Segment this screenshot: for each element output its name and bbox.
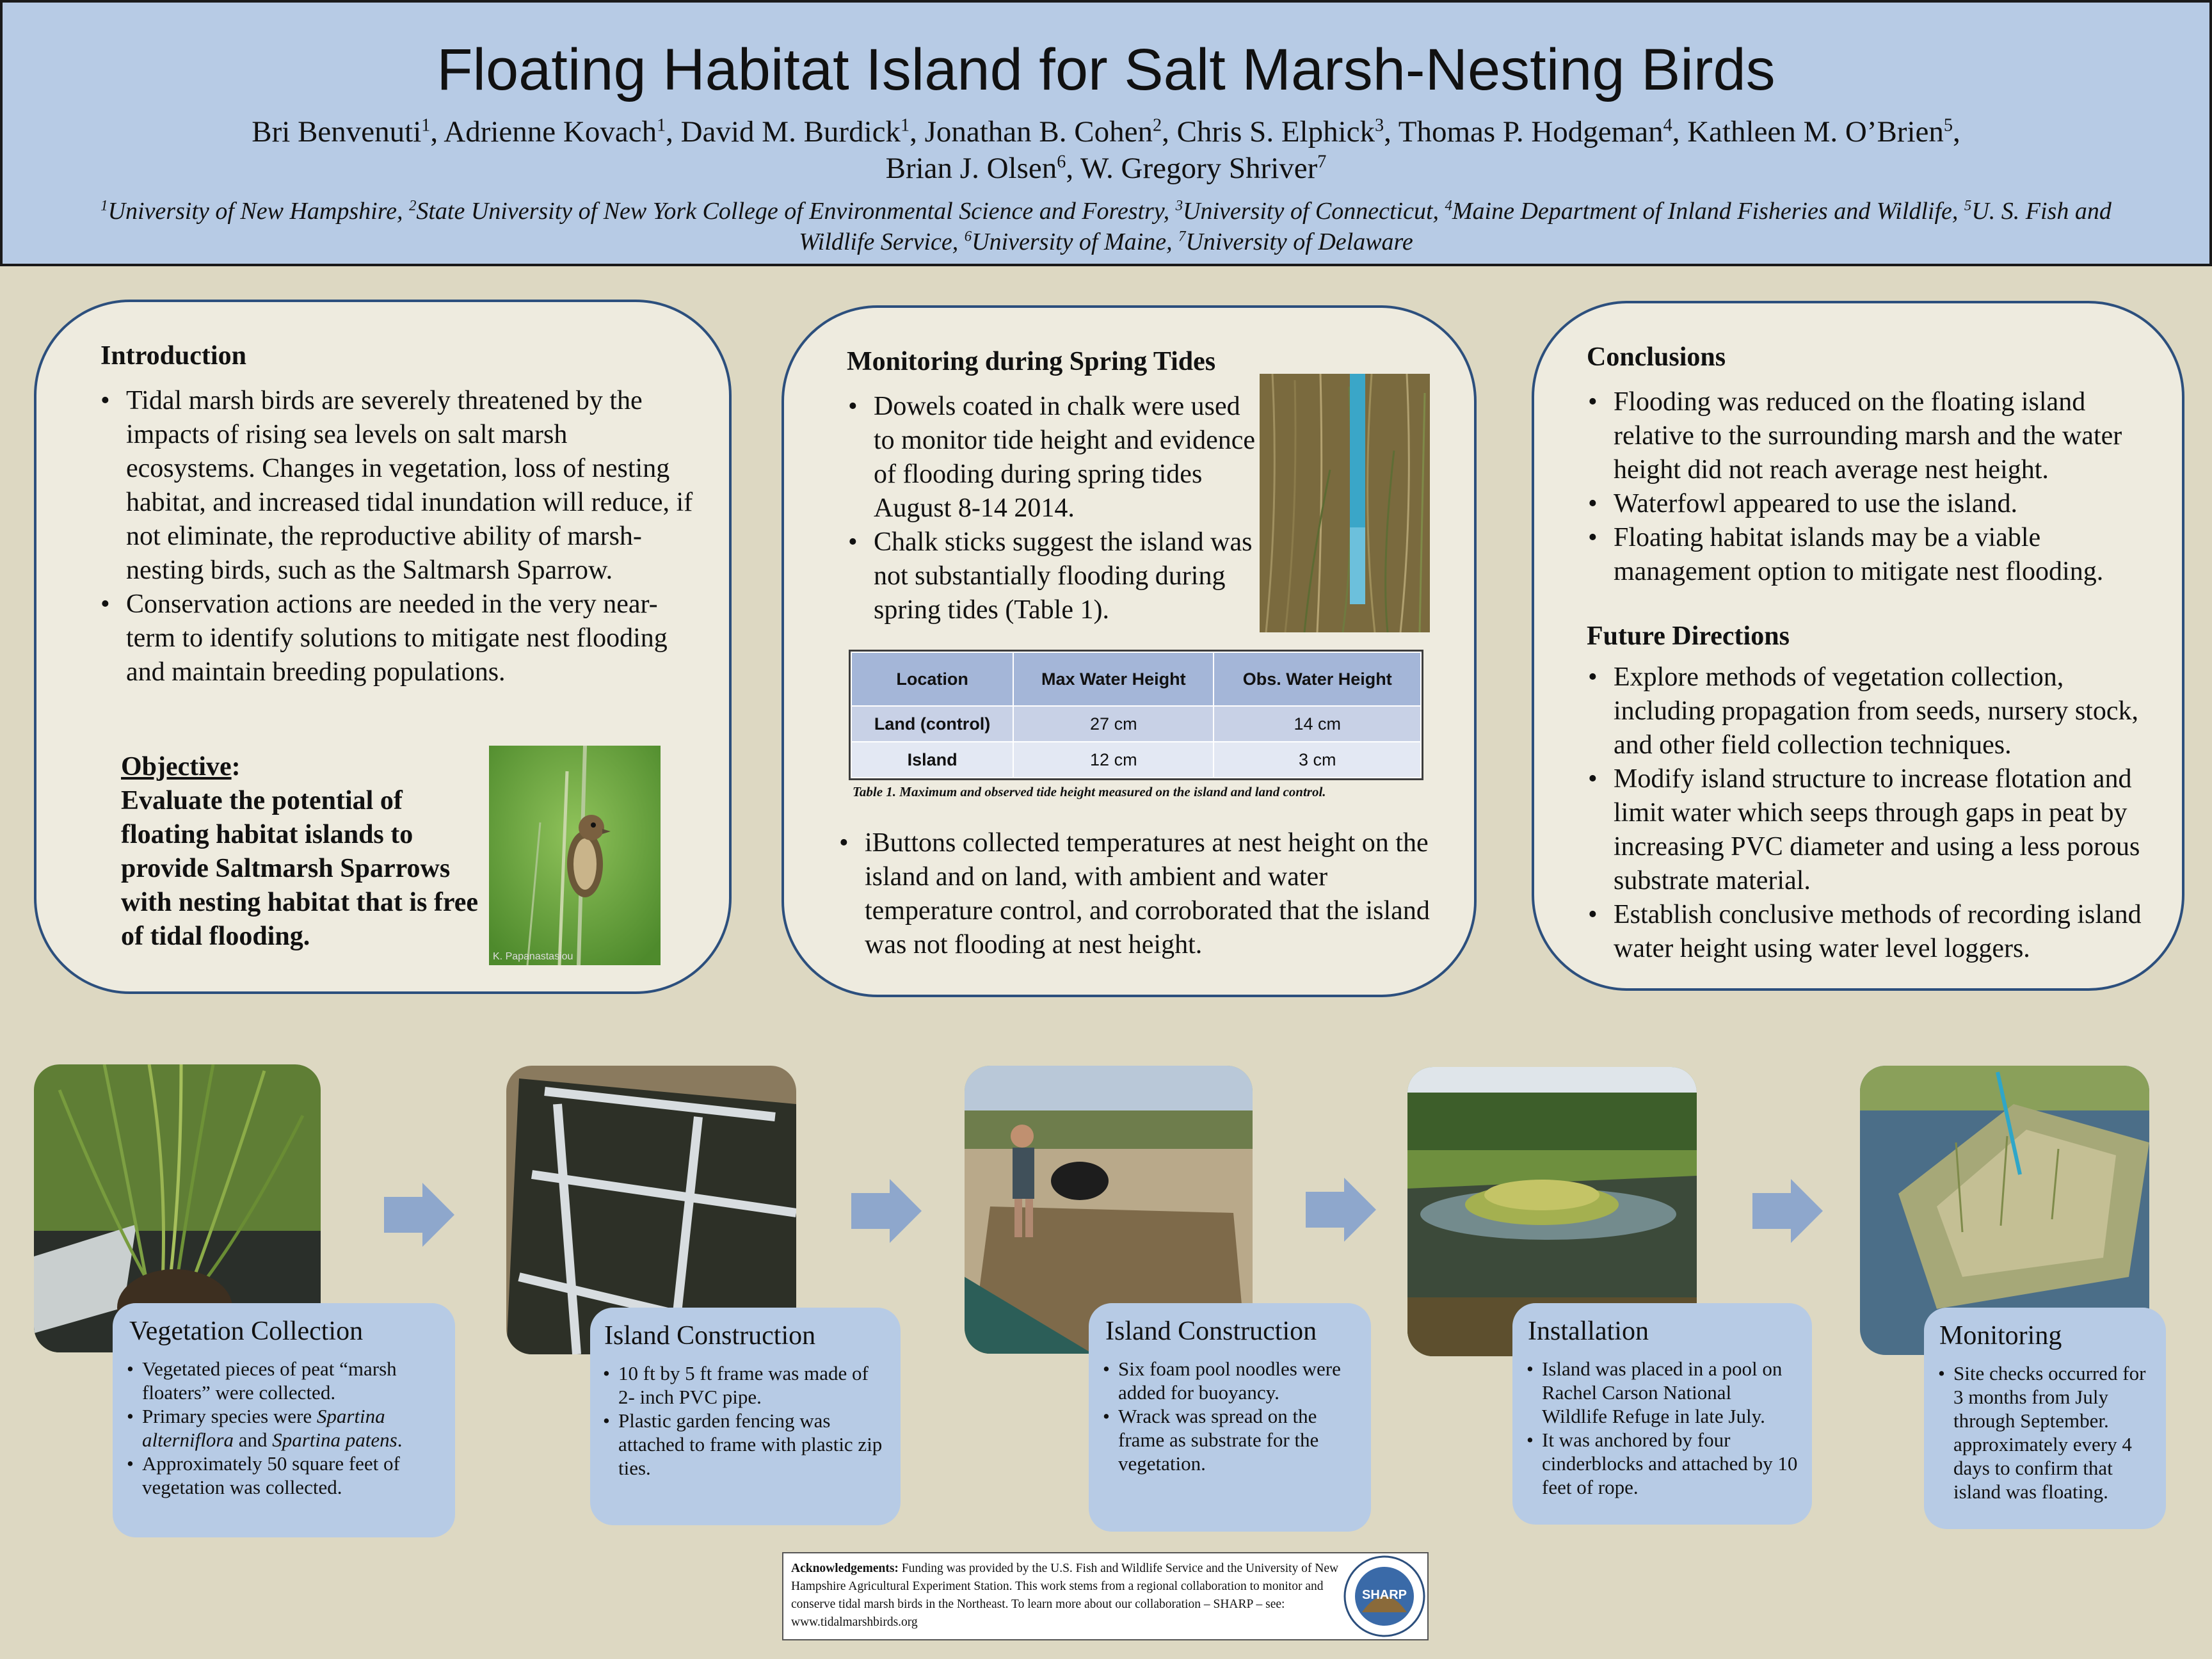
step-installation [1512, 1303, 1812, 1525]
objective-label: Objective [121, 752, 232, 781]
affiliation-number: 4 [1445, 197, 1452, 214]
author-separator: , [666, 115, 681, 148]
author-affiliation-number: 5 [1943, 115, 1953, 136]
step-title: Island Construction [1105, 1317, 1317, 1346]
bullet-item: • Explore methods of vegetation collection, including propagation from seeds, nursery stock, and other field collection techniques. [1585, 661, 2161, 762]
bullet-item: • Approximately 50 square feet of vegetation was collected. [127, 1452, 440, 1499]
sparrow-photo [489, 746, 661, 965]
acknowledgements-label: Acknowledgements: [791, 1562, 899, 1575]
author-separator: , [1672, 115, 1688, 148]
table-caption: Table 1. Maximum and observed tide height measured on the island and land control. [853, 784, 1326, 799]
author-affiliation-number: 1 [421, 115, 431, 136]
acknowledgements-text [791, 1560, 1340, 1631]
bullet-item: • Island was placed in a pool on Rachel Carson National Wildlife Refuge in late July. [1527, 1357, 1798, 1428]
affiliations-line-2 [3, 227, 2209, 257]
table-header-cell: Max Water Height [1013, 652, 1214, 706]
bullet-item: • Conservation actions are needed in the very near-term to identify solutions to mitigate nest flooding and maintain breeding populations. [98, 588, 700, 689]
authors-line-1 [3, 114, 2209, 150]
author-name: Chris S. Elphick [1176, 115, 1375, 148]
bullet-item: • Vegetated pieces of peat “marsh floaters” were collected. [127, 1357, 440, 1404]
table-header-cell: Obs. Water Height [1214, 652, 1421, 706]
process-arrow-1 [384, 1183, 454, 1247]
monitoring-bullets [846, 390, 1255, 627]
objective-text: Evaluate the potential of floating habitat islands to provide Saltmarsh Sparrows with nesting habitat that is free of tidal flooding. [121, 786, 479, 951]
affiliation-number: 5 [1964, 197, 1972, 214]
poster-title: Floating Habitat Island for Salt Marsh-Nesting Birds [437, 37, 1775, 102]
author-name: Kathleen M. O’Brien [1687, 115, 1944, 148]
affiliation-name: Wildlife Service, [799, 228, 965, 255]
process-arrow-3 [1306, 1178, 1376, 1242]
author-affiliation-number: 1 [901, 115, 910, 136]
author-name: Jonathan B. Cohen [924, 115, 1153, 148]
step-title: Vegetation Collection [129, 1317, 364, 1346]
author-affiliation-number: 4 [1663, 115, 1672, 136]
sharp-logo-text: SHARP [1361, 1588, 1407, 1602]
authors-line-2 [3, 150, 2209, 187]
author-name: Adrienne Kovach [444, 115, 657, 148]
affiliation-name: Maine Department of Inland Fisheries and Wildlife, [1452, 198, 1964, 225]
bullet-item: • Six foam pool noodles were added for buoyancy. [1103, 1357, 1359, 1404]
bullet-item: • Tidal marsh birds are severely threatened by the impacts of rising sea levels on salt marsh ecosystems. Changes in vegetation, loss of nesting habitat, and increased tidal inundation will reduce, if not eliminate, the reproductive ability of marsh-nesting birds, such as the Saltmarsh Sparrow. [98, 384, 700, 588]
table-row [851, 706, 1421, 742]
author-affiliation-number: 1 [657, 115, 666, 136]
introduction-panel [34, 300, 732, 994]
author-name: Bri Benvenuti [252, 115, 422, 148]
table-row [851, 742, 1421, 778]
step-bullets [1527, 1357, 1798, 1499]
bullet-item: • Site checks occurred for 3 months from July through September. approximately every 4 days to confirm that island was floating. [1938, 1361, 2156, 1503]
bullet-item: • Plastic garden fencing was attached to frame with plastic zip ties. [603, 1409, 885, 1480]
monitoring-bullets-after [837, 826, 1445, 962]
photo-credit: K. Papanastasiou [493, 951, 573, 962]
author-name: Thomas P. Hodgeman [1398, 115, 1663, 148]
affiliation-name: University of Connecticut, [1183, 198, 1445, 225]
affiliation-number: 2 [408, 197, 417, 214]
affiliation-number: 6 [964, 228, 972, 244]
author-separator: , [910, 115, 925, 148]
table-header-row [851, 652, 1421, 706]
bullet-item: • Primary species were Spartina alterniflora and Spartina patens. [127, 1404, 440, 1452]
bullet-item: • Flooding was reduced on the floating island relative to the surrounding marsh and the water height did not reach average nest height. [1585, 385, 2161, 487]
poster-header [0, 0, 2212, 266]
objective-colon: : [231, 752, 241, 781]
table-cell: Island [851, 742, 1013, 778]
step-vegetation-collection [113, 1303, 455, 1537]
acknowledgements-body: Funding was provided by the U.S. Fish and Wildlife Service and the University of New Hampshire Agricultural Experiment Station. This work stems from a regional collaboration to monitor and conserve tidal marsh birds in the Northeast. To learn more about our collaboration – SHARP – see: www.tidalmarshbirds.org [791, 1562, 1339, 1629]
introduction-heading: Introduction [100, 341, 246, 371]
process-arrow-4 [1752, 1179, 1823, 1243]
process-arrow-2 [851, 1179, 922, 1243]
bullet-item: • Chalk sticks suggest the island was not substantially flooding during spring tides (Table 1). [846, 525, 1255, 627]
step-monitoring [1924, 1308, 2166, 1529]
step-island-construction-substrate [1089, 1303, 1371, 1532]
bullet-item: • Modify island structure to increase flotation and limit water which seeps through gaps in peat by increasing PVC diameter and using a less porous substrate material. [1585, 762, 2161, 898]
author-separator: , [430, 115, 444, 148]
introduction-bullets [98, 384, 700, 689]
author-affiliation-number: 7 [1317, 152, 1327, 172]
conclusions-panel [1532, 301, 2184, 991]
author-separator: , [1162, 115, 1177, 148]
water-height-table [851, 652, 1422, 778]
author-affiliation-number: 3 [1375, 115, 1384, 136]
affiliation-name: University of Delaware [1185, 228, 1413, 255]
bullet-item: • It was anchored by four cinderblocks and attached by 10 feet of rope. [1527, 1428, 1798, 1499]
author-separator: , [1384, 115, 1399, 148]
conclusions-heading: Conclusions [1587, 342, 1726, 372]
objective-block [121, 750, 479, 954]
table-cell: 3 cm [1214, 742, 1421, 778]
author-affiliation-number: 2 [1152, 115, 1162, 136]
author-name: W. Gregory Shriver [1080, 152, 1318, 185]
affiliation-number: 1 [100, 197, 108, 214]
bullet-item: • 10 ft by 5 ft frame was made of 2- inch PVC pipe. [603, 1361, 885, 1409]
affiliation-name: University of Maine, [972, 228, 1179, 255]
monitoring-heading: Monitoring during Spring Tides [847, 347, 1216, 376]
step-title: Installation [1528, 1317, 1649, 1346]
bullet-item: • iButtons collected temperatures at nest height on the island and on land, with ambient and water temperature control, and corroborated that the island was not flooding at nest height. [837, 826, 1445, 962]
author-separator: , [1066, 152, 1080, 185]
author-affiliation-number: 6 [1057, 152, 1066, 172]
bullet-item: • Establish conclusive methods of recording island water height using water level loggers. [1585, 898, 2161, 966]
affiliations-line-1 [3, 196, 2209, 227]
table-cell: 12 cm [1013, 742, 1214, 778]
affiliation-name: U. S. Fish and [1971, 198, 2112, 225]
affiliation-number: 7 [1178, 228, 1186, 244]
future-directions-heading: Future Directions [1587, 621, 1790, 651]
step-bullets [603, 1361, 885, 1480]
affiliation-name: University of New Hampshire, [108, 198, 409, 225]
author-name: Brian J. Olsen [885, 152, 1057, 185]
bullet-item: • Wrack was spread on the frame as substrate for the vegetation. [1103, 1404, 1359, 1475]
affiliation-number: 3 [1175, 197, 1183, 214]
author-separator: , [1952, 115, 1960, 148]
future-directions-bullets [1585, 661, 2161, 966]
dowel-photo [1260, 374, 1430, 632]
step-bullets [1103, 1357, 1359, 1475]
conclusions-bullets [1585, 385, 2161, 589]
affiliation-name: State University of New York College of Environmental Science and Forestry, [416, 198, 1176, 225]
step-title: Monitoring [1939, 1321, 2062, 1350]
table-header-cell: Location [851, 652, 1013, 706]
acknowledgements-box [782, 1552, 1429, 1640]
author-name: David M. Burdick [680, 115, 901, 148]
step-bullets [127, 1357, 440, 1499]
step-title: Island Construction [604, 1321, 816, 1350]
step-bullets [1938, 1361, 2156, 1503]
bullet-item: • Floating habitat islands may be a viable management option to mitigate nest flooding. [1585, 521, 2161, 589]
bullet-item: • Waterfowl appeared to use the island. [1585, 487, 2161, 521]
table-cell: Land (control) [851, 706, 1013, 742]
bullet-item: • Dowels coated in chalk were used to monitor tide height and evidence of flooding during spring tides August 8-14 2014. [846, 390, 1255, 525]
table-cell: 14 cm [1214, 706, 1421, 742]
sharp-logo [1343, 1555, 1426, 1638]
table-cell: 27 cm [1013, 706, 1214, 742]
step-island-construction-frame [590, 1308, 901, 1525]
